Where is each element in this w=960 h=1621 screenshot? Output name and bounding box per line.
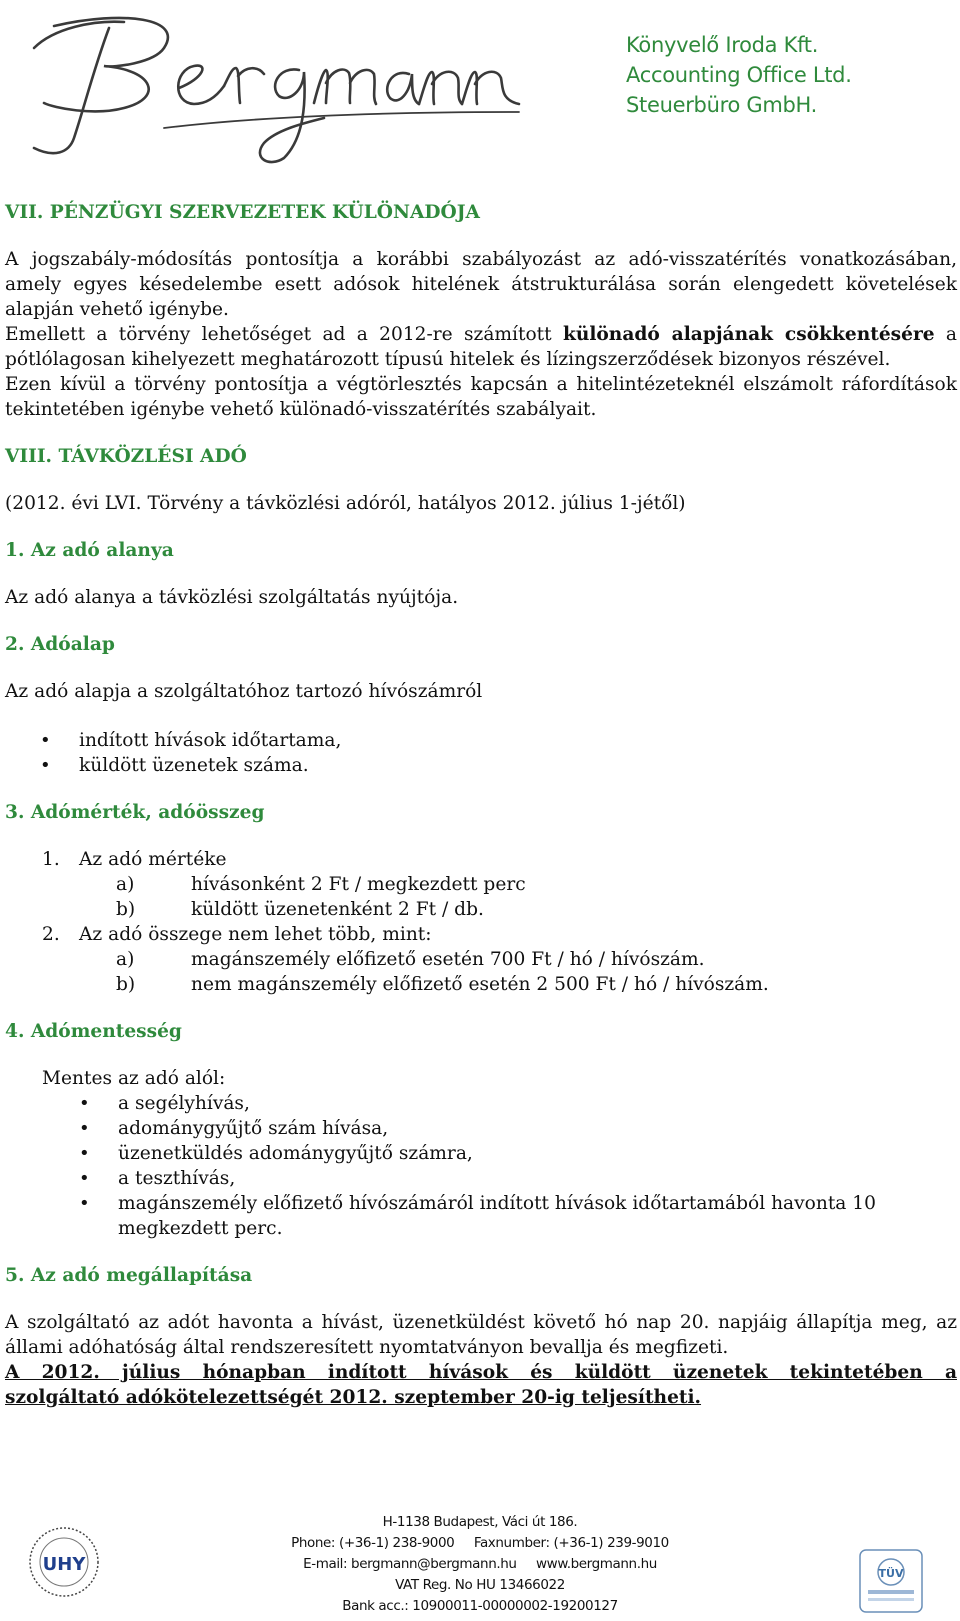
sub-item-text: nem magánszemély előfizető esetén 2 500 Ft / hó / hívószám.: [191, 974, 769, 995]
sub-item-letter: b): [116, 974, 136, 995]
sub-item-letter: b): [116, 899, 136, 920]
section-7-heading: VII. PÉNZÜGYI SZERVEZETEK KÜLÖNADÓJA: [5, 202, 480, 223]
deadline-note-line-1: A 2012. július hónapban indított hívások és küldött üzenetek tekintetében a: [5, 1362, 957, 1383]
list-item: [5, 847, 957, 872]
company-names: [626, 30, 852, 120]
list-item: • • üzenetküldés adománygyűjtő számra,: [5, 1141, 957, 1166]
list-item: [5, 922, 957, 947]
uhy-member-seal: [28, 1526, 100, 1598]
tax-base-list: [5, 728, 957, 778]
sub-item-letter: a): [116, 949, 135, 970]
sub-item: [5, 897, 957, 922]
section-7-para-2: [5, 322, 957, 372]
fax: Faxnumber: (+36-1) 239-9010: [473, 1535, 669, 1551]
vat-number: VAT Reg. No HU 13466022: [395, 1577, 565, 1593]
sub-item-text: magánszemély előfizető esetén 700 Ft / hó / hívószám.: [191, 949, 705, 970]
letterhead: [0, 0, 960, 185]
deadline-note-line-2: szolgáltató adókötelezettségét 2012. szeptember 20-ig teljesítheti.: [5, 1387, 702, 1408]
website: www.bergmann.hu: [536, 1556, 657, 1572]
subsection-2-text: Az adó alapja a szolgáltatóhoz tartozó hívószámról: [5, 681, 483, 702]
contact-info: [290, 1512, 670, 1617]
subsection-2-heading: 2. Adóalap: [5, 634, 115, 655]
list-item: • • magánszemély előfizető hívószámáról indított hívások időtartamából havonta 10 megkezdett perc.: [5, 1191, 957, 1241]
footer: [0, 1500, 960, 1621]
subsection-5-text: A szolgáltató az adót havonta a hívást, üzenetküldést követő hó nap 20. napjáig állapítja meg, az állami adóhatóság által rendszeresített nyomtatványon bevallja és megfizeti.: [5, 1312, 957, 1358]
item-text: Az adó összege nem lehet több, mint:: [79, 924, 432, 945]
list-item: • küldött üzenetek száma.: [5, 753, 957, 778]
sub-item: [5, 872, 957, 897]
subsection-1-heading: 1. Az adó alanya: [5, 540, 174, 561]
uhy-text: UHY: [42, 1554, 86, 1575]
item-text: Az adó mértéke: [79, 849, 227, 870]
phone-fax-row: [290, 1533, 670, 1554]
address: H-1138 Budapest, Váci út 186.: [382, 1514, 578, 1530]
section-7-para-3: Ezen kívül a törvény pontosítja a végtörlesztés kapcsán a hitelintézeteknél elszámolt ráfordítások tekintetében igénybe vehető különadó-visszatérítés szabályait.: [5, 374, 957, 420]
subsection-5-heading: 5. Az adó megállapítása: [5, 1265, 253, 1286]
subsection-4-heading: 4. Adómentesség: [5, 1021, 182, 1042]
law-reference: (2012. évi LVI. Törvény a távközlési adóról, hatályos 2012. július 1-jétől): [5, 493, 686, 514]
sub-item-letter: a): [116, 874, 135, 895]
sub-item: [5, 947, 957, 972]
sub-item: [5, 972, 957, 997]
section-7-para-1: A jogszabály-módosítás pontosítja a korábbi szabályozást az adó-visszatérítés vonatkozásában, amely egyes késedelembe esett adósok hitelének átstrukturálása során elengedett követelések alapján vehető igénybe.: [5, 249, 957, 320]
subsection-3-heading: 3. Adómérték, adóösszeg: [5, 802, 265, 823]
tuv-certificate-seal: [858, 1548, 924, 1614]
list-item: • indított hívások időtartama,: [5, 728, 957, 753]
tuv-text: TÜV: [878, 1567, 904, 1580]
item-number: 1.: [42, 849, 60, 870]
bergmann-logo: [14, 8, 534, 168]
phone: Phone: (+36-1) 238-9000: [291, 1535, 455, 1551]
tax-rate-list: [5, 847, 957, 997]
subsection-1-text: Az adó alanya a távközlési szolgáltatás nyújtója.: [5, 587, 459, 608]
document-body: [5, 200, 957, 1410]
list-item: • • a teszthívás,: [5, 1166, 957, 1191]
exemption-intro: Mentes az adó alól:: [42, 1068, 226, 1089]
sub-item-text: küldött üzenetenként 2 Ft / db.: [191, 899, 484, 920]
email: E-mail: bergmann@bergmann.hu: [303, 1556, 517, 1572]
para-2-bold: különadó alapjának csökkentésére: [562, 324, 935, 345]
sub-item-text: hívásonként 2 Ft / megkezdett perc: [191, 874, 526, 895]
para-2-text-after: a pótlólagosan kihelyezett meghatározott típusú hitelek és lízingszerződések bizonyos részével.: [5, 324, 957, 370]
section-8-heading: VIII. TÁVKÖZLÉSI ADÓ: [5, 446, 247, 467]
company-name-hu: Könyvelő Iroda Kft.: [626, 33, 819, 57]
list-item: • • a segélyhívás,: [5, 1091, 957, 1116]
email-web-row: [290, 1554, 670, 1575]
exemption-list: [5, 1091, 957, 1241]
list-item: • • adománygyűjtő szám hívása,: [5, 1116, 957, 1141]
para-2-text-before: Emellett a törvény lehetőséget ad a 2012-re számított: [5, 324, 563, 345]
item-number: 2.: [42, 924, 60, 945]
bank-account: Bank acc.: 10900011-00000002-19200127: [342, 1598, 618, 1614]
company-name-en: Accounting Office Ltd.: [626, 63, 852, 87]
company-name-de: Steuerbüro GmbH.: [626, 93, 818, 117]
